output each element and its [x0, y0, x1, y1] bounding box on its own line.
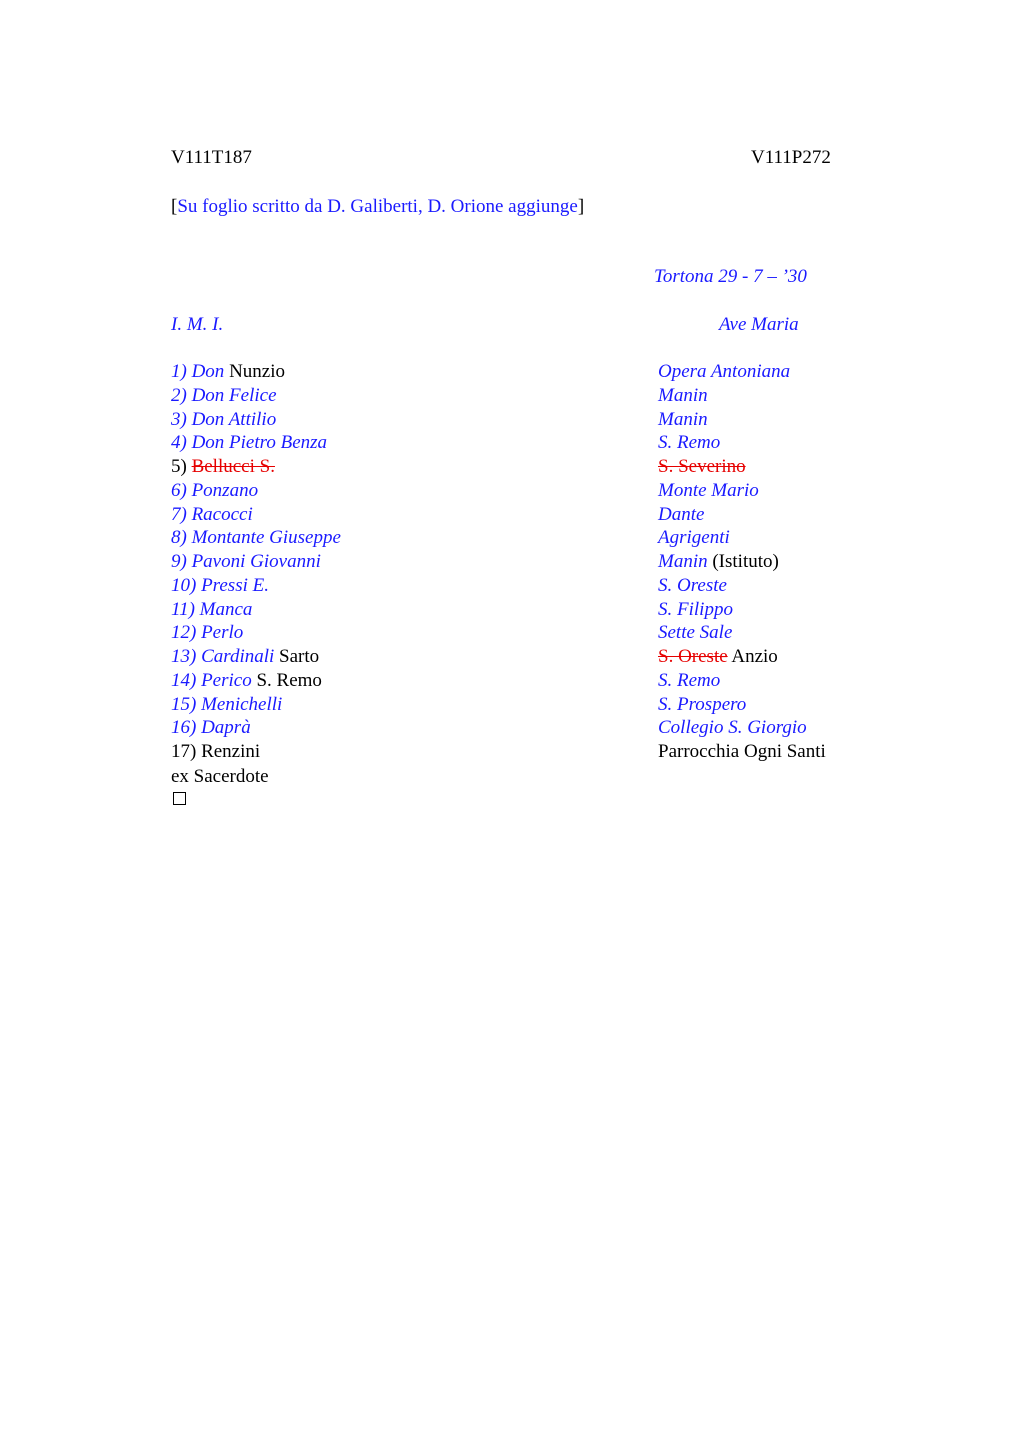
segment-text: 13) Cardinali [171, 646, 275, 667]
list-item-place [658, 645, 778, 669]
segment-text: 2) Don Felice [171, 385, 277, 406]
footer-line: ex Sacerdote [171, 766, 269, 787]
segment-text: S. Remo [658, 432, 721, 453]
note-close-bracket: ] [577, 196, 585, 217]
list-item-name [171, 455, 275, 479]
list-item-place [658, 526, 730, 550]
segment-text: 16) Daprà [171, 717, 251, 738]
list-item-name [171, 550, 321, 574]
editorial-note [171, 195, 584, 219]
segment-text: 17) Renzini [171, 741, 261, 762]
list-item-name [171, 431, 327, 455]
list-item-name [171, 408, 276, 432]
segment-text: Parrocchia Ogni Santi [658, 741, 826, 762]
segment-text: Nunzio [224, 361, 285, 382]
list-item-name [171, 740, 260, 764]
list-item-name [171, 645, 319, 669]
segment-text: 6) Ponzano [171, 480, 259, 501]
list-item-name [171, 669, 322, 693]
segment-text: Opera Antoniana [658, 361, 791, 382]
list-item-place [658, 716, 807, 740]
list-item-name [171, 574, 269, 598]
list-item-place [658, 503, 704, 527]
segment-text: (Istituto) [707, 551, 779, 572]
segment-text: S. Oreste [658, 575, 727, 596]
struck-text: S. Severino [658, 456, 746, 477]
segment-text: Dante [658, 504, 705, 525]
segment-text: 11) Manca [171, 599, 253, 620]
segment-text: Sette Sale [658, 622, 733, 643]
list-item-name [171, 384, 277, 408]
list-item-place [658, 598, 733, 622]
list-item-name [171, 693, 282, 717]
list-item-name [171, 716, 251, 740]
letter-date: Tortona 29 - 7 – ’30 [654, 266, 807, 287]
list-item-place [658, 693, 746, 717]
list-item-name [171, 621, 243, 645]
segment-text: 8) Montante Giuseppe [171, 527, 341, 548]
segment-text: S. Remo [251, 670, 322, 691]
segment-text: Monte Mario [658, 480, 759, 501]
segment-text: 14) Perico [171, 670, 252, 691]
segment-text: 4) Don Pietro Benza [171, 432, 328, 453]
struck-text: Bellucci S. [191, 456, 275, 477]
segment-text: S. Prospero [658, 694, 747, 715]
segment-text: 10) Pressi E. [171, 575, 269, 596]
list-item-place [658, 408, 708, 432]
ave-maria-heading: Ave Maria [719, 314, 799, 335]
list-item-place [658, 431, 720, 455]
segment-text: 5) [171, 456, 192, 477]
segment-text: 12) Perlo [171, 622, 244, 643]
note-text: Su foglio scritto da D. Galiberti, D. Orione aggiunge [177, 196, 578, 217]
list-item-name [171, 598, 252, 622]
struck-text: S. Oreste [658, 646, 728, 667]
left-code: V111T187 [171, 147, 252, 168]
list-item-name [171, 479, 258, 503]
segment-text: Manin [658, 409, 708, 430]
list-item-place [658, 479, 759, 503]
segment-text: 7) Racocci [171, 504, 253, 525]
list-item-place [658, 455, 746, 479]
segment-text: Anzio [727, 646, 778, 667]
list-item-place [658, 550, 779, 574]
list-item-place [658, 669, 720, 693]
segment-text: 1) Don [171, 361, 225, 382]
list-item-place [658, 360, 790, 384]
note-open-bracket: [ [171, 196, 178, 217]
imi-heading: I. M. I. [171, 314, 224, 335]
list-item-name [171, 360, 285, 384]
list-item-place [658, 621, 732, 645]
segment-text: S. Remo [658, 670, 721, 691]
list-item-place [658, 384, 708, 408]
list-item-name [171, 503, 253, 527]
segment-text: S. Filippo [658, 599, 733, 620]
segment-text: Collegio S. Giorgio [658, 717, 807, 738]
square-checkbox-icon [173, 792, 186, 805]
list-item-place [658, 740, 826, 764]
segment-text: Agrigenti [658, 527, 730, 548]
list-item-place [658, 574, 727, 598]
right-code: V111P272 [751, 147, 831, 168]
segment-text: Manin [658, 551, 708, 572]
segment-text: Sarto [274, 646, 320, 667]
segment-text: 9) Pavoni Giovanni [171, 551, 321, 572]
segment-text: Manin [658, 385, 708, 406]
segment-text: 3) Don Attilio [171, 409, 277, 430]
list-item-name [171, 526, 341, 550]
segment-text: 15) Menichelli [171, 694, 283, 715]
